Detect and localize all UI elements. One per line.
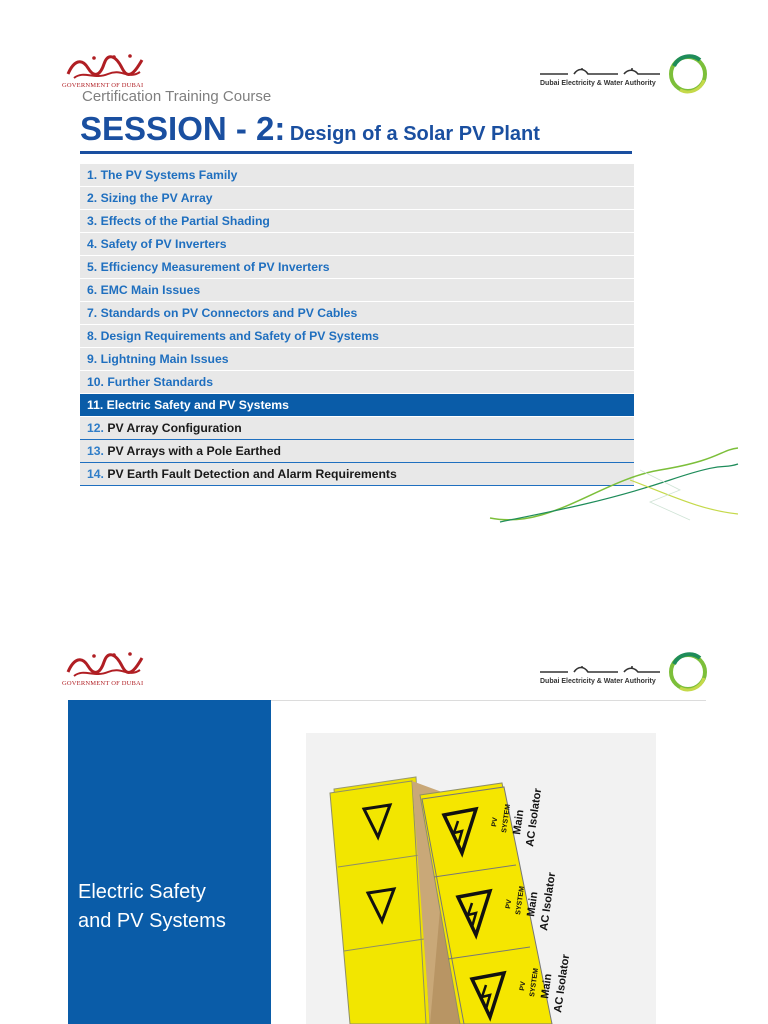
agenda-item[interactable]: 10. Further Standards [80, 371, 634, 394]
agenda-item[interactable]: 2. Sizing the PV Array [80, 187, 634, 210]
label-system-text: SYSTEM [501, 803, 512, 834]
session-title [80, 110, 540, 148]
government-of-dubai-text: GOVERNMENT OF DUBAI [62, 680, 144, 687]
agenda-item[interactable]: 3. Effects of the Partial Shading [80, 210, 634, 233]
section-title-line-1: Electric Safety [78, 881, 206, 903]
label-isolator-text: AC Isolator [524, 787, 545, 848]
agenda-item[interactable]: 4. Safety of PV Inverters [80, 233, 634, 256]
label-pv-text: PV [519, 981, 528, 992]
dewa-english-name: Dubai Electricity & Water Authority [540, 80, 656, 87]
agenda-item[interactable]: 6. EMC Main Issues [80, 279, 634, 302]
label-main-text: Main [539, 972, 555, 1000]
label-isolator-text: AC Isolator [538, 871, 559, 932]
label-isolator-text: AC Isolator [552, 953, 573, 1014]
agenda-item[interactable]: 8. Design Requirements and Safety of PV Systems [80, 325, 634, 348]
agenda-item-active[interactable]: 11. Electric Safety and PV Systems [80, 394, 634, 417]
dewa-ring-icon [666, 650, 710, 694]
agenda-item[interactable]: 13. PV Arrays with a Pole Earthed [80, 440, 634, 463]
dewa-arabic-text-mark [538, 664, 662, 676]
decorative-wave-graphic [480, 440, 740, 530]
agenda-item[interactable]: 7. Standards on PV Connectors and PV Cables [80, 302, 634, 325]
title-underline [80, 151, 632, 154]
section-title [78, 878, 268, 936]
government-of-dubai-arabic-calligraphy [64, 52, 146, 82]
label-pv-text: PV [505, 899, 514, 910]
session-topic: Design of a Solar PV Plant [289, 123, 540, 145]
agenda-item[interactable]: 12. PV Array Configuration [80, 417, 634, 440]
dewa-logo [538, 52, 708, 98]
course-subtitle: Certification Training Course [82, 88, 272, 105]
label-pv-text: PV [491, 817, 500, 828]
section-title-panel [68, 700, 271, 1024]
dewa-logo-slide2 [538, 650, 708, 696]
dewa-arabic-text-mark [538, 66, 662, 78]
government-of-dubai-arabic-calligraphy [64, 650, 146, 680]
label-system-text: SYSTEM [515, 885, 526, 916]
dewa-english-name: Dubai Electricity & Water Authority [540, 678, 656, 685]
agenda-item[interactable]: 9. Lightning Main Issues [80, 348, 634, 371]
section-title-line-2: and PV Systems [78, 910, 226, 932]
session-number: SESSION - 2: [80, 110, 286, 147]
government-of-dubai-logo-slide2 [62, 650, 148, 690]
label-system-text: SYSTEM [529, 967, 540, 998]
label-main-text: Main [525, 890, 541, 918]
agenda-item[interactable]: 5. Efficiency Measurement of PV Inverters [80, 256, 634, 279]
government-of-dubai-logo [62, 52, 148, 92]
agenda-item[interactable]: 14. PV Earth Fault Detection and Alarm Requirements [80, 463, 634, 486]
warning-labels-photo [320, 775, 640, 1024]
agenda-item[interactable]: 1. The PV Systems Family [80, 164, 634, 187]
agenda-list [80, 164, 634, 486]
government-of-dubai-text: GOVERNMENT OF DUBAI [62, 82, 144, 89]
label-main-text: Main [511, 808, 527, 836]
dewa-ring-icon [666, 52, 710, 96]
